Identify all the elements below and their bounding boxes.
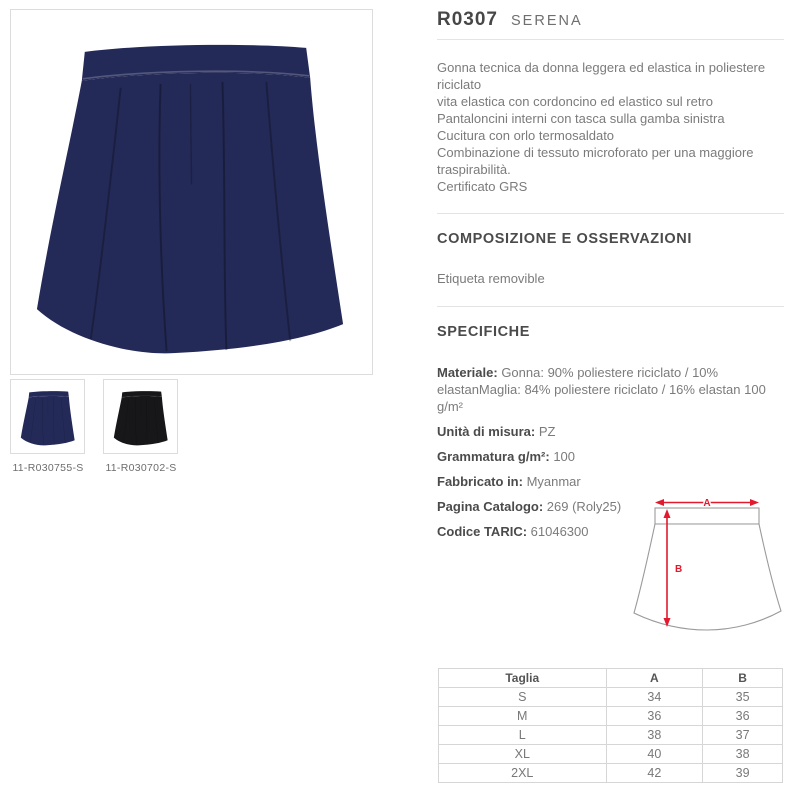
size-table-header-a: A: [606, 669, 703, 688]
product-name: SERENA: [511, 13, 583, 29]
product-details-panel: [437, 0, 784, 548]
description-line: Cucitura con orlo termosaldato: [437, 128, 615, 143]
size-table-row: [439, 707, 783, 726]
product-title-row: [437, 0, 784, 31]
spec-label: Pagina Catalogo:: [437, 499, 547, 514]
thumbnail-navy-skirt-graphic: [16, 385, 80, 449]
spec-label: Unità di misura:: [437, 424, 539, 439]
size-table-cell: S: [439, 688, 607, 707]
diagram-label-a: A: [703, 498, 711, 509]
measurement-diagram: [631, 496, 785, 654]
size-table-cell: 40: [606, 745, 703, 764]
spec-value: Myanmar: [526, 474, 581, 489]
product-code: R0307: [437, 9, 498, 30]
spec-row: [437, 364, 784, 415]
size-table-cell: 35: [703, 688, 783, 707]
spec-row: [437, 473, 784, 490]
spec-row: [437, 423, 784, 440]
size-table-row: [439, 764, 783, 783]
divider: [437, 213, 784, 214]
thumbnail-code-black: 11-R030702-S: [105, 462, 177, 474]
description-line: vita elastica con cordoncino ed elastico sul retro: [437, 94, 714, 109]
size-table: [438, 668, 783, 783]
description-line: Pantaloncini interni con tasca sulla gamba sinistra: [437, 111, 725, 126]
thumbnail-black-skirt-graphic: [109, 385, 173, 449]
size-table-header-row: [439, 669, 783, 688]
composition-heading: COMPOSIZIONE E OSSERVAZIONI: [437, 231, 692, 247]
thumbnail-code-navy: 11-R030755-S: [12, 462, 84, 474]
size-table-cell: 38: [606, 726, 703, 745]
size-table-cell: 39: [703, 764, 783, 783]
divider: [437, 306, 784, 307]
thumbnail-navy-variant[interactable]: [10, 379, 85, 454]
spec-label: Codice TARIC:: [437, 524, 531, 539]
size-table-header-taglia: Taglia: [439, 669, 607, 688]
spec-value: 61046300: [530, 524, 589, 539]
specs-heading: SPECIFICHE: [437, 324, 531, 340]
size-table-cell: L: [439, 726, 607, 745]
thumbnail-black-variant[interactable]: [103, 379, 178, 454]
size-table-cell: 36: [703, 707, 783, 726]
size-table-cell: XL: [439, 745, 607, 764]
size-table-row: [439, 726, 783, 745]
spec-row: [437, 448, 784, 465]
spec-label: Grammatura g/m²:: [437, 449, 554, 464]
size-table-cell: 37: [703, 726, 783, 745]
size-table-cell: 36: [606, 707, 703, 726]
product-skirt-graphic: [11, 10, 372, 374]
size-table-row: [439, 688, 783, 707]
description-line: Certificato GRS: [437, 179, 528, 194]
spec-value: Gonna: 90% poliestere riciclato / 10% elastanMaglia: 84% poliestere riciclato / 16% elastan 100 g/m²: [437, 365, 766, 414]
spec-value: PZ: [538, 424, 556, 439]
size-table-cell: 38: [703, 745, 783, 764]
size-table-cell: 34: [606, 688, 703, 707]
description-line: Combinazione di tessuto microforato per una maggiore traspirabilità.: [437, 145, 754, 177]
size-table-cell: M: [439, 707, 607, 726]
diagram-label-b: B: [675, 564, 683, 575]
composition-text: Etiqueta removible: [437, 271, 545, 286]
main-product-image[interactable]: [10, 9, 373, 375]
spec-label: Fabbricato in:: [437, 474, 527, 489]
diagram-skirt-outline: [634, 524, 781, 630]
size-table-cell: 42: [606, 764, 703, 783]
size-table-header-b: B: [703, 669, 783, 688]
spec-value: 269 (Roly25): [546, 499, 622, 514]
divider: [437, 39, 784, 40]
description-line: Gonna tecnica da donna leggera ed elastica in poliestere riciclato: [437, 60, 766, 92]
spec-value: 100: [553, 449, 576, 464]
product-description: [437, 59, 784, 195]
spec-label: Materiale:: [437, 365, 502, 380]
size-table-row: [439, 745, 783, 764]
size-table-cell: 2XL: [439, 764, 607, 783]
